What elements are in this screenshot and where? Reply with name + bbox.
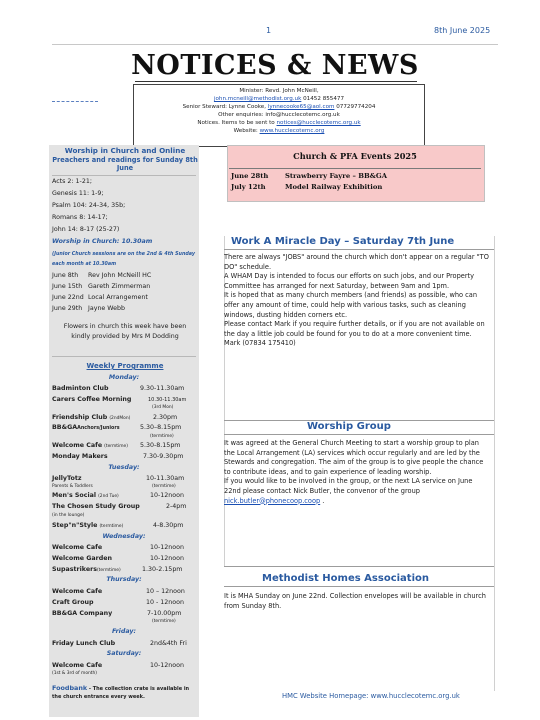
programme-name: Craft Group (52, 599, 94, 606)
events-title: Church & PFA Events 2025 (293, 151, 417, 161)
page-title: NOTICES & NEWS (131, 50, 419, 81)
wham-paragraph: There are always "JOBS" around the church which don't appear on a regular "TO DO" schedule. (224, 253, 489, 271)
foodbank-note: Foodbank - The collection crate is available in the church entrance every week. (52, 684, 190, 700)
junior-church-note: (Junior Church sessions are on the 2nd & 4th Sunday each month at 10.30am (52, 252, 196, 267)
programme-time: 10-11.30am (146, 475, 185, 482)
minister-email-link[interactable]: john.mcneill@methodist.org.uk (213, 96, 302, 103)
heading-underline (224, 249, 494, 250)
programme-note: (termtime) (152, 484, 176, 489)
programme-time: 7-10.00pm (147, 610, 182, 617)
mha-heading: Methodist Homes Association (262, 573, 429, 584)
programme-name: Welcome Cafe (52, 544, 103, 551)
weekly-programme-heading: Weekly Programme (86, 362, 164, 370)
day-thursday: Thursday: (106, 576, 142, 583)
programme-sub: (1st & 3rd of month) (52, 671, 98, 676)
programme-time: 1.30-2.15pm (142, 566, 183, 573)
programme-note: (3rd Mon) (152, 405, 174, 410)
programme-name: Badminton Club (52, 385, 109, 392)
reading-5: John 14: 8-17 (25-27) (52, 226, 120, 233)
programme-name: Welcome Garden (52, 555, 113, 562)
preacher-row: June 15th Gareth Zimmerman (52, 283, 151, 290)
programme-time: 2nd&4th Fri (150, 640, 187, 647)
programme-time: 10-12noon (150, 544, 184, 551)
programme-name: Monday Makers (52, 453, 108, 460)
steward-email-link[interactable]: lynnecooke65@aol.com (267, 104, 335, 111)
programme-note: (termtime) (152, 619, 176, 624)
decorative-dash (52, 101, 98, 102)
day-wednesday: Wednesday: (102, 533, 146, 540)
website-link[interactable]: www.hucclecotemc.org (259, 128, 325, 135)
wham-paragraph: Please contact Mark if you require further details, or if you are not available on the day a little job could be found for you to do at a more convenient time. (224, 320, 485, 338)
event-date: June 28th (231, 172, 269, 180)
programme-time: 4-8.30pm (153, 522, 184, 529)
programme-time: 5.30-8.15pm (140, 442, 181, 449)
programme-time: 7.30-9.30pm (143, 453, 184, 460)
programme-name: Carers Coffee Morning (52, 396, 132, 403)
programme-name: Welcome Cafe (52, 588, 103, 595)
minister-line: Minister: Revd. John McNeill, (239, 88, 319, 94)
worship-group-paragraph: If you would like to be involved in the group, or the next LA service on June 22nd please contact Nick Butler, the convenor of the group nick.butler@phonecoop.coop . (224, 477, 473, 505)
events-divider (229, 168, 481, 169)
website-line: Website: www.hucclecotemc.org (233, 128, 325, 135)
mha-body: It is MHA Sunday on June 22nd. Collection envelopes will be available in church from Sunday 8th. (224, 592, 486, 610)
notices-line: Notices. Items to be sent to notices@hucclecotemc.org.uk (197, 120, 361, 127)
page-number: 1 (266, 26, 272, 35)
header-divider (52, 44, 498, 45)
day-saturday: Saturday: (106, 650, 142, 657)
worship-group-heading: Worship Group (307, 421, 391, 432)
section-border (494, 236, 495, 691)
issue-date: 8th June 2025 (434, 26, 491, 35)
wham-body (224, 253, 490, 349)
notices-email-link[interactable]: notices@hucclecotemc.org.uk (276, 120, 361, 127)
event-name: Strawberry Fayre – BB&GA (285, 172, 387, 180)
programme-time: 2-4pm (166, 503, 187, 510)
programme-time: 9.30-11.30am (140, 385, 185, 392)
programme-time: 10-12noon (150, 555, 184, 562)
wham-heading: Work A Miracle Day – Saturday 7th June (231, 236, 455, 247)
heading-rule (224, 566, 494, 567)
other-enquiries: Other enquiries: info@hucclecotemc.org.uk (218, 112, 340, 119)
reading-3: Psalm 104: 24-34, 35b; (52, 202, 126, 209)
programme-time: 10 – 12noon (146, 588, 185, 595)
day-friday: Friday: (111, 628, 137, 635)
programme-name: Supastrikers(termtime) (52, 566, 121, 573)
programme-name: BB&GAAnchors/Juniors (52, 424, 120, 431)
flowers-note: Flowers in church this week have been kindly provided by Mrs M Dodding (63, 323, 187, 340)
heading-underline (224, 586, 494, 587)
programme-name: Welcome Cafe (termtime) (52, 442, 128, 449)
day-tuesday: Tuesday: (108, 464, 140, 471)
preacher-row: June 8th Rev John McNeill HC (52, 272, 152, 279)
sidebar-divider (52, 175, 196, 176)
worship-time: Worship in Church: 10.30am (52, 238, 153, 245)
preacher-row: June 29th Jayne Webb (52, 305, 126, 312)
programme-note: (termtime) (150, 434, 174, 439)
programme-time: 10-12noon (150, 492, 184, 499)
programme-time: 10-12noon (150, 662, 184, 669)
programme-name: Welcome Cafe (52, 662, 103, 669)
worship-group-paragraph: It was agreed at the General Church Meeting to start a worship group to plan the Local Arrangement (LA) services which occur regularly and are led by the Stewards and congregation. The aim of the group is to give people the chance to contribute ideas, and to gain experience of leading worship. (224, 439, 484, 476)
convenor-email-link[interactable]: nick.butler@phonecoop.coop (224, 496, 321, 505)
event-date: July 12th (231, 183, 266, 191)
programme-name: Friendship Club (2ndMon) (52, 414, 131, 421)
reading-1: Acts 2: 1-21; (52, 178, 92, 185)
programme-name: Men's Social (2nd Tue) (52, 492, 119, 499)
heading-underline (224, 434, 494, 435)
worship-heading: Worship in Church and Online (64, 146, 186, 155)
minister-contact: john.mcneill@methodist.org.uk 01452 855477 (213, 96, 345, 103)
wham-paragraph: It is hoped that as many church members (and friends) as possible, who can offer any amount of time, could help with various tasks, such as cleaning windows, dusting hidden corners etc. (224, 291, 478, 319)
programme-time: 5.30–8.15pm (140, 424, 182, 431)
programme-sub: (in the lounge) (52, 513, 85, 518)
reading-2: Genesis 11: 1-9; (52, 190, 104, 197)
footer-website[interactable]: HMC Website Homepage: www.hucclecotemc.org.uk (282, 692, 460, 700)
steward-line: Senior Steward: Lynne Cooke, lynnecooke65@aol.com 07729774204 (182, 104, 376, 111)
programme-sub: Parents & Toddlers (52, 484, 93, 489)
programme-name: BB&GA Company (52, 610, 113, 617)
programme-name: Friday Lunch Club (52, 640, 116, 647)
wham-paragraph: A WHAM Day is intended to focus our efforts on such jobs, and our Property Committee has arranged for next Saturday, between 9am and 1pm. (224, 272, 475, 290)
wham-contact: Mark (07834 175410) (224, 339, 296, 348)
programme-time: 2.30pm (153, 414, 178, 421)
worship-group-body (224, 439, 490, 506)
programme-name: Step"n"Style (termtime) (52, 522, 124, 529)
event-name: Model Railway Exhibition (285, 183, 383, 191)
programme-name: The Chosen Study Group (52, 503, 140, 510)
day-monday: Monday: (108, 374, 140, 381)
sidebar-divider (52, 356, 196, 357)
title-underline (135, 81, 417, 82)
contact-box (133, 84, 425, 147)
programme-time: 10 - 12noon (146, 599, 184, 606)
preachers-heading: Preachers and readings for Sunday 8th June (52, 156, 198, 173)
preacher-row: June 22nd Local Arrangement (52, 294, 148, 301)
reading-4: Romans 8: 14-17; (52, 214, 108, 221)
programme-time: 10.30-11.30am (148, 397, 187, 403)
programme-name: JellyTotz (52, 475, 82, 482)
